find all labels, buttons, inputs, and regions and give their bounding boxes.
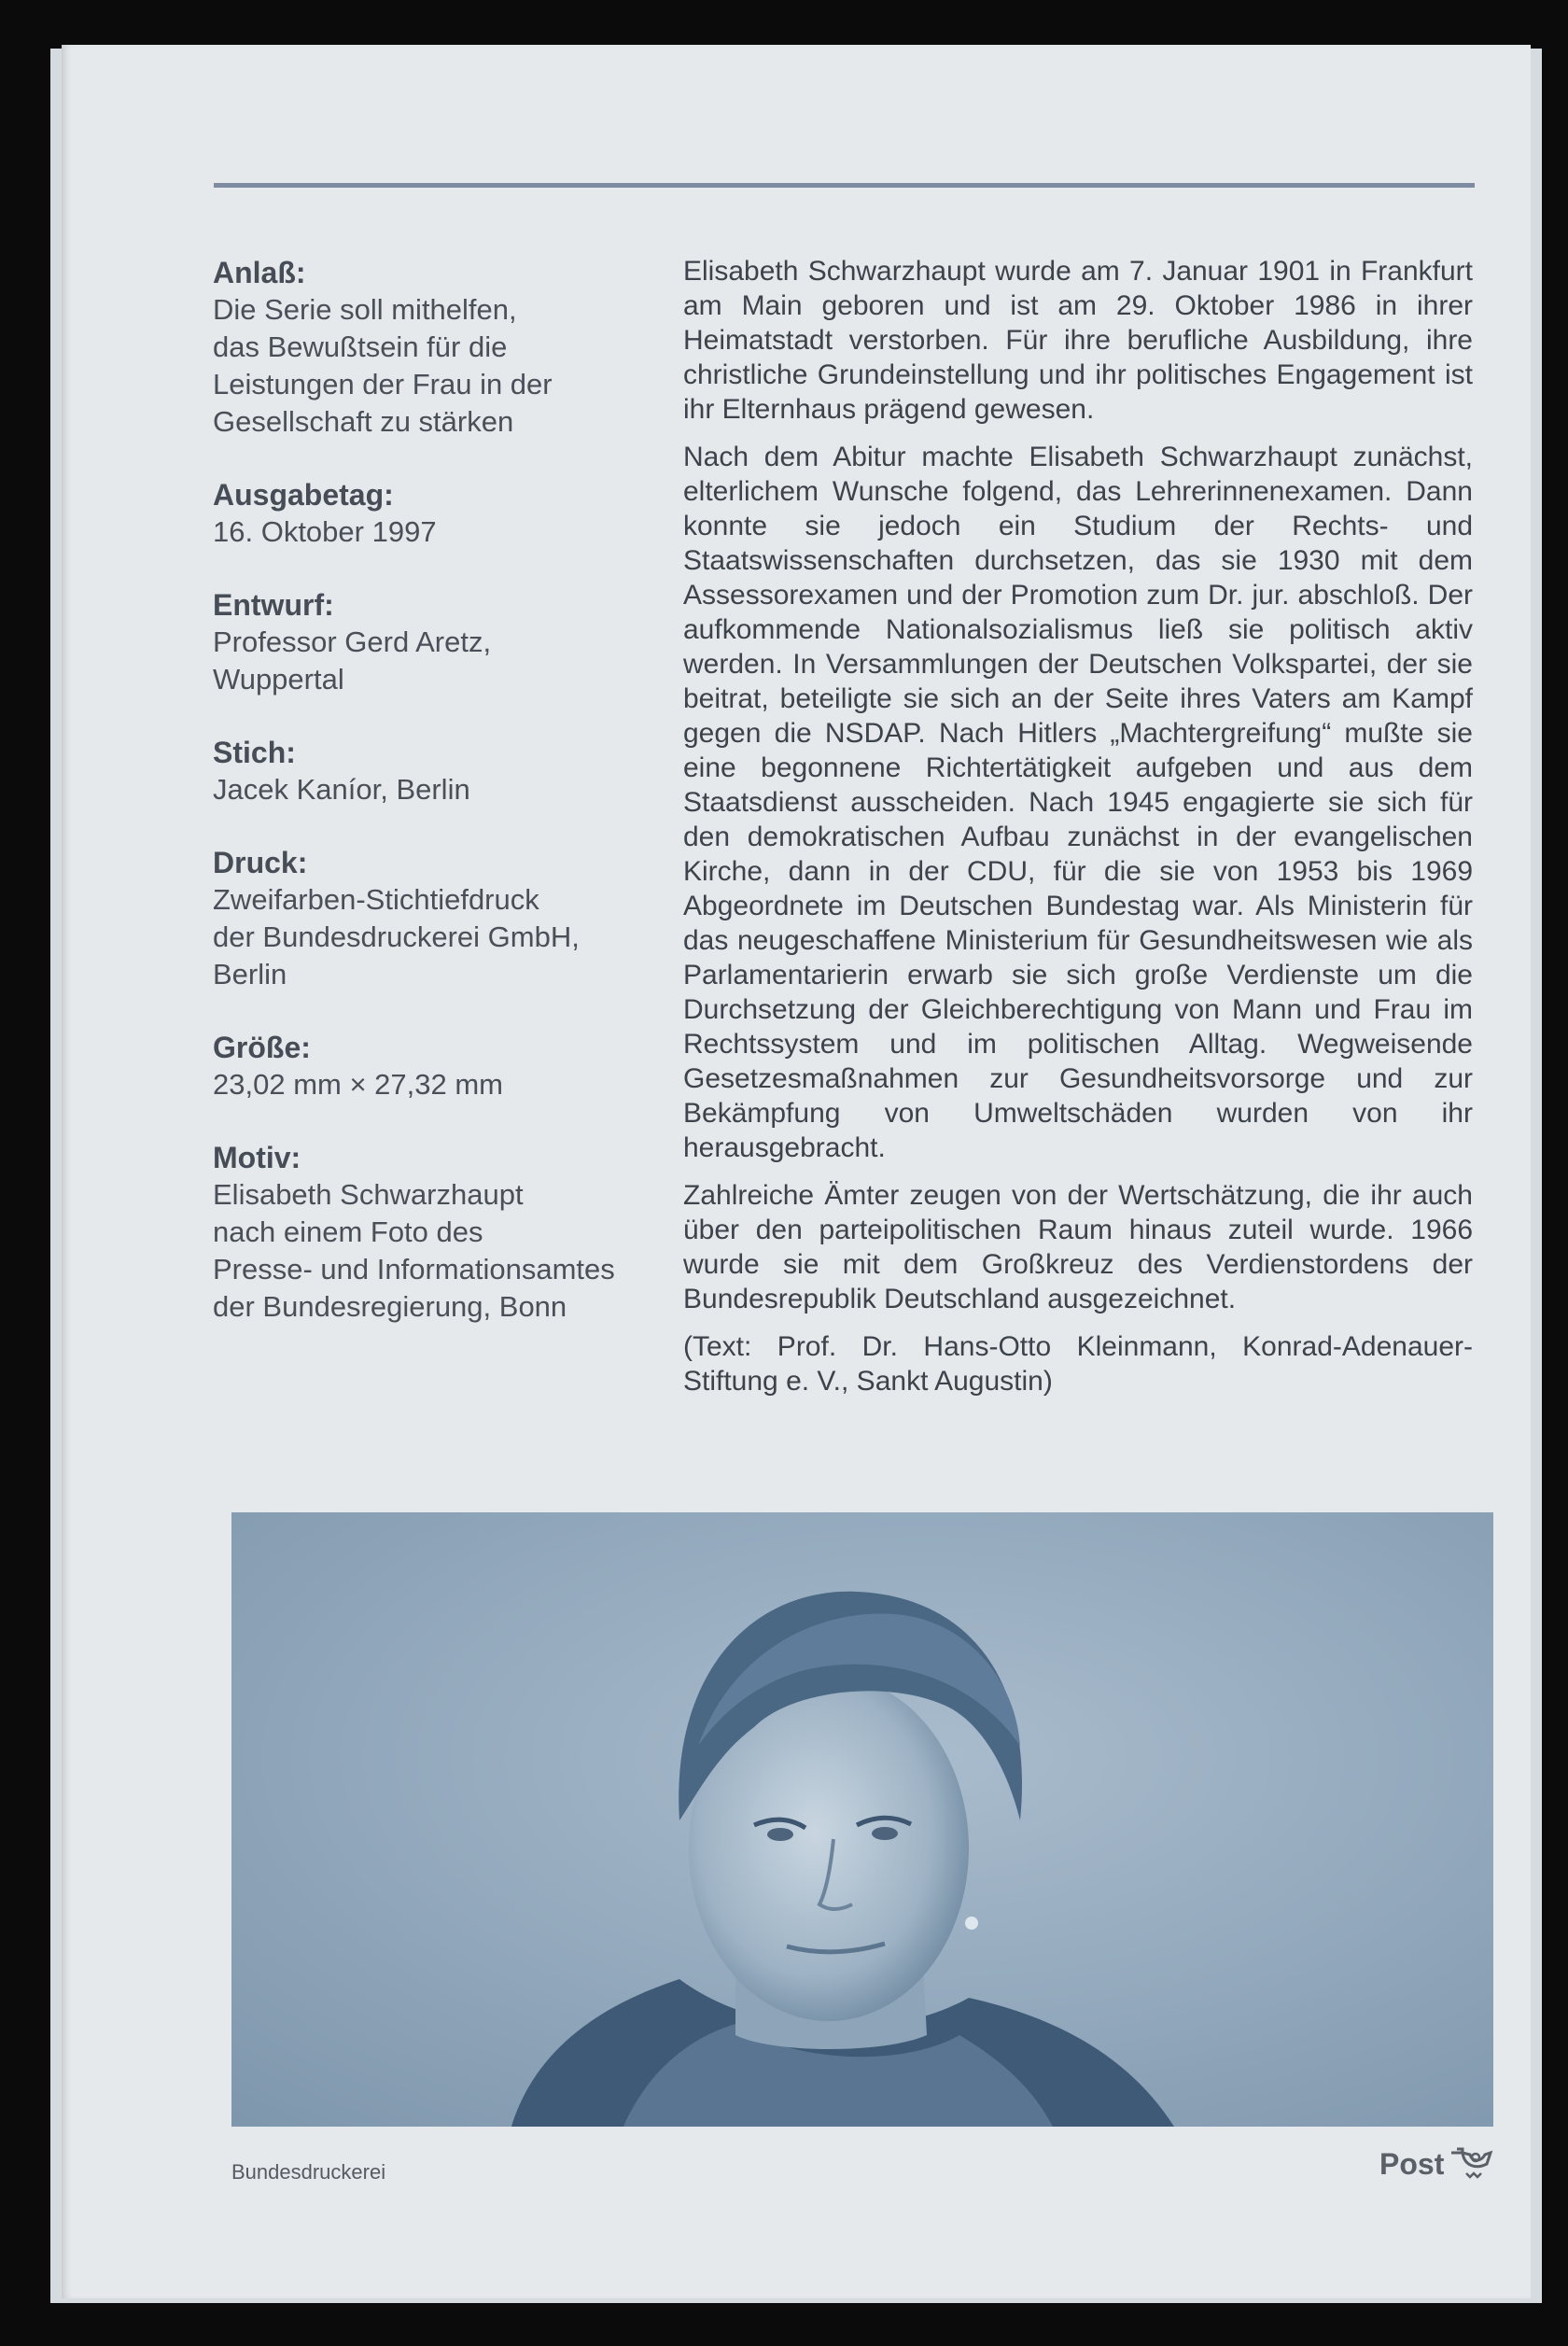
field-value: Jacek Kaníor, Berlin xyxy=(213,773,470,806)
field-ausgabetag xyxy=(213,476,651,551)
field-label: Anlaß: xyxy=(213,256,306,289)
field-label: Ausgabetag: xyxy=(213,478,394,512)
field-groesse xyxy=(213,1029,651,1103)
field-value: Professor Gerd Aretz, xyxy=(213,625,492,658)
field-value: nach einem Foto des xyxy=(213,1215,483,1248)
biography-text xyxy=(683,254,1473,1412)
field-value: 23,02 mm × 27,32 mm xyxy=(213,1068,503,1101)
field-value: Presse- und Informationsamtes xyxy=(213,1253,615,1285)
field-value: Zweifarben-Stichtiefdruck xyxy=(213,883,539,916)
field-entwurf xyxy=(213,586,651,698)
field-value: Elisabeth Schwarzhaupt xyxy=(213,1178,524,1211)
header-rule xyxy=(214,183,1475,188)
printer-credit: Bundesdruckerei xyxy=(231,2160,386,2184)
field-label: Stich: xyxy=(213,736,296,769)
field-motiv xyxy=(213,1139,651,1326)
biography-paragraph: Zahlreiche Ämter zeugen von der Wertschätzung, die ihr auch über den parteipolitischen Raum hinaus zuteil wurde. 1966 wurde sie mit dem Großkreuz des Verdienstordens der Bundesrepublik Deutschland ausgezeichnet. xyxy=(683,1180,1473,1314)
field-label: Motiv: xyxy=(213,1141,301,1174)
field-druck xyxy=(213,844,651,993)
field-stich xyxy=(213,734,651,808)
field-value: Gesellschaft zu stärken xyxy=(213,405,514,438)
stamp-details xyxy=(213,254,651,1361)
field-value: Berlin xyxy=(213,958,287,990)
field-value: 16. Oktober 1997 xyxy=(213,515,437,548)
field-label: Druck: xyxy=(213,846,308,879)
field-value: der Bundesdruckerei GmbH, xyxy=(213,920,580,953)
field-value: das Bewußtsein für die xyxy=(213,330,508,363)
field-anlass xyxy=(213,254,651,441)
field-value: der Bundesregierung, Bonn xyxy=(213,1290,567,1323)
field-label: Größe: xyxy=(213,1031,311,1064)
field-label: Entwurf: xyxy=(213,588,334,622)
post-label: Post xyxy=(1379,2146,1445,2181)
text-credit: (Text: Prof. Dr. Hans-Otto Kleinmann, Konrad-Adenauer-Stiftung e. V., Sankt Augustin) xyxy=(683,1331,1473,1397)
biography-paragraph: Nach dem Abitur machte Elisabeth Schwarzhaupt zunächst, elterlichem Wunsche folgend, das Lehrerinnenexamen. Dann konnte sie jedoch ein Studium der Rechts- und Staatswissenschaften durchsetzen, das sie 1930 mit dem Assessorexamen und der Promotion zum Dr. jur. abschloß. Der aufkommende Nationalsozialismus ließ sie politisch aktiv werden. In Versammlungen der Deutschen Volkspartei, der sie beitrat, beteiligte sie sich an der Seite ihres Vaters am Kampf gegen die NSDAP. Nach Hitlers „Machtergreifung“ mußte sie eine begonnene Richtertätigkeit aufgeben und aus dem Staatsdienst ausscheiden. Nach 1945 engagierte sie sich für den demokratischen Aufbau zunächst in der evangelischen Kirche, dann in der CDU, für die sie von 1953 bis 1969 Abgeordnete im Deutschen Bundestag war. Als Ministerin für das neugeschaffene Ministerium für Gesundheitswesen wie als Parlamentarierin erwarb sie sich große Verdienste um die Durchsetzung der Gleichberechtigung von Mann und Frau im Rechtssystem und im politischen Alltag. Wegweisende Gesetzesmaßnahmen zur Gesundheitsvorsorge und zur Bekämpfung von Umweltschäden wurden von ihr herausgebracht. xyxy=(683,442,1473,1163)
post-logo xyxy=(1379,2145,1494,2183)
portrait-illustration xyxy=(231,1512,1493,2127)
biography-paragraph: Elisabeth Schwarzhaupt wurde am 7. Januar 1901 in Frankfurt am Main geboren und ist am 29. Oktober 1986 in ihrer Heimatstadt verstorben. Für ihre berufliche Ausbildung, ihre christliche Grundeinstellung und ihr politisches Engagement ist ihr Elternhaus prägend gewesen. xyxy=(683,256,1473,425)
field-value: Wuppertal xyxy=(213,663,344,695)
portrait-photo xyxy=(231,1512,1493,2127)
posthorn-icon xyxy=(1448,2145,1494,2183)
field-value: Die Serie soll mithelfen, xyxy=(213,293,517,326)
field-value: Leistungen der Frau in der xyxy=(213,368,553,400)
